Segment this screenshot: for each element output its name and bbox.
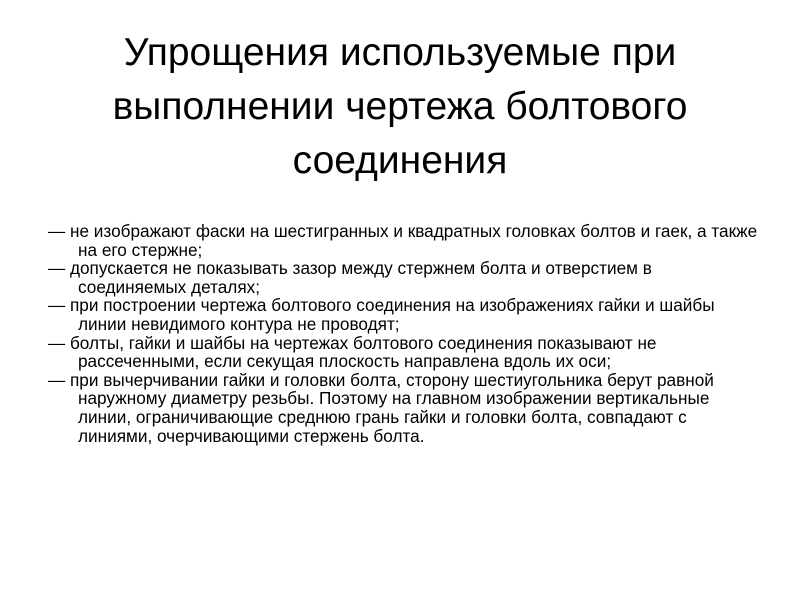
bullet-list [48, 222, 763, 445]
bullet-item: — не изображают фаски на шестигранных и квадратных головках болтов и гаек, а также на его стержне; [48, 221, 758, 260]
slide-title: Упрощения используемые при выполнении чертежа болтового соединения [112, 31, 688, 182]
bullet-item: — при построении чертежа болтового соединения на изображениях гайки и шайбы линии невидимого контура не проводят; [48, 295, 715, 334]
bullet-item: — допускается не показывать зазор между стержнем болта и отверстием в соединяемых деталях; [48, 258, 652, 297]
bullet-item: — при вычерчивании гайки и головки болта, сторону шестиугольника берут равной наружному диаметру резьбы. Поэтому на главном изображении вертикальные линии, ограничивающие среднюю грань гайки и головки болта, совпадают с линиями, очерчивающими стержень болта. [48, 369, 714, 446]
bullet-item: — болты, гайки и шайбы на чертежах болтового соединения показывают не рассеченными, если секущая плоскость направлена вдоль их оси; [48, 332, 657, 372]
